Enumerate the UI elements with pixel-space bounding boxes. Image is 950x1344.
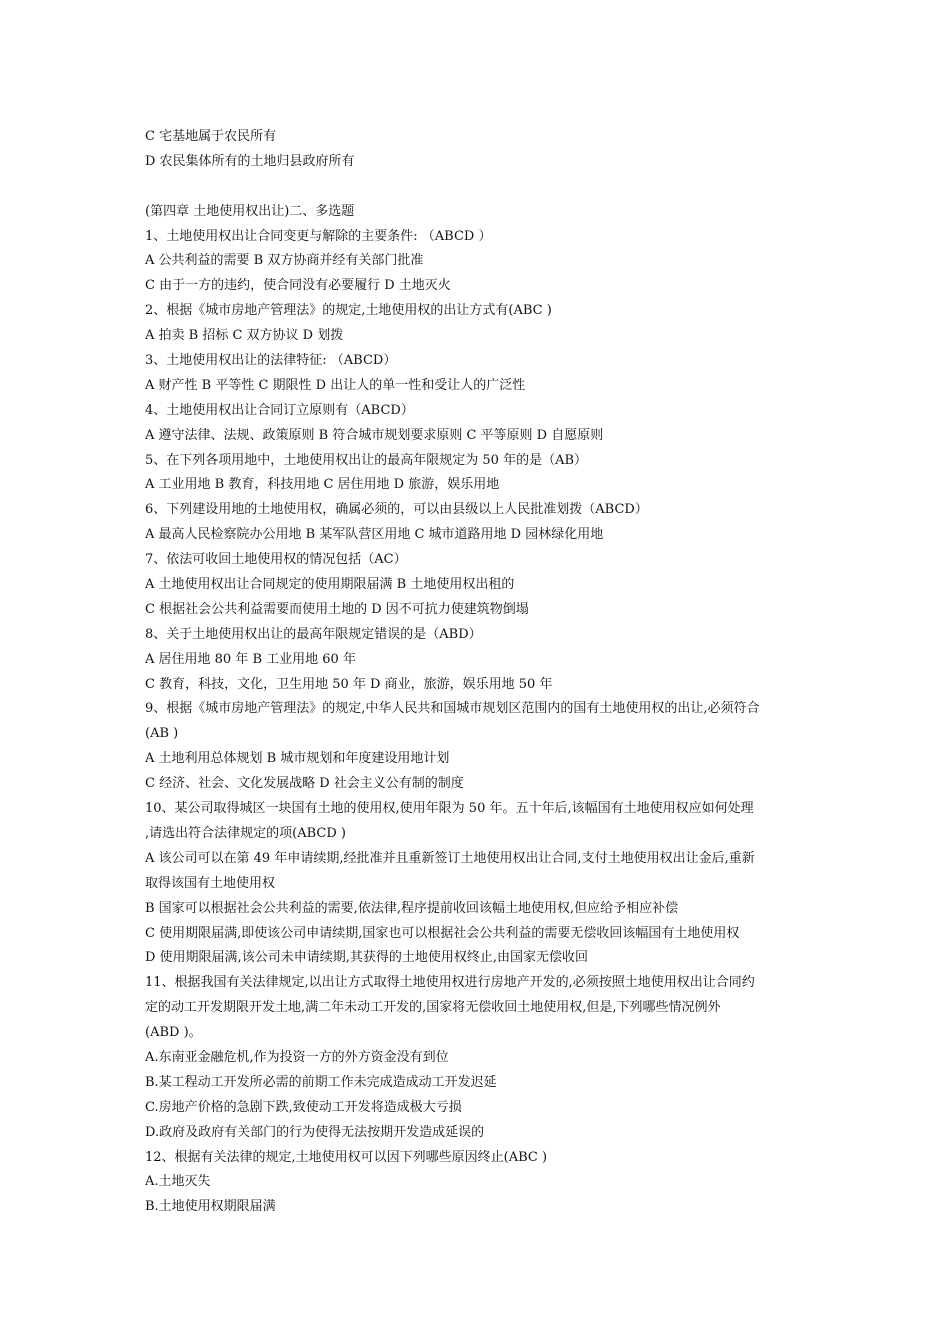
question-5: 5、在下列各项用地中，土地使用权出让的最高年限规定为 50 年的是（AB） xyxy=(145,452,588,468)
question-11-continued: 定的动工开发期限开发土地,满二年未动工开发的,国家将无偿收回土地使用权,但是,下列哪些情况例外 xyxy=(145,1000,721,1016)
document-body xyxy=(145,125,815,1220)
section-heading: (第四章 土地使用权出让)二、多选题 xyxy=(145,203,355,219)
question-12: 12、根据有关法律的规定,土地使用权可以因下列哪些原因终止(ABC ) xyxy=(145,1149,548,1165)
answer-option-line: C 由于一方的违约，使合同没有必要履行 D 土地灭火 xyxy=(145,278,451,294)
answer-option-line: A.东南亚金融危机,作为投资一方的外方资金没有到位 xyxy=(145,1049,449,1065)
question-11-answer: (ABD )。 xyxy=(145,1025,202,1041)
answer-option-line: A 土地利用总体规划 B 城市规划和年度建设用地计划 xyxy=(145,751,450,767)
question-2: 2、根据《城市房地产管理法》的规定,土地使用权的出让方式有(ABC ) xyxy=(145,303,552,319)
answer-option-line: C.房地产价格的急剧下跌,致使动工开发将造成极大亏损 xyxy=(145,1099,462,1115)
text-line: D 农民集体所有的土地归县政府所有 xyxy=(145,153,355,169)
answer-option-line: A 公共利益的需要 B 双方协商并经有关部门批准 xyxy=(145,253,424,269)
answer-option-line: A 财产性 B 平等性 C 期限性 D 出让人的单一性和受让人的广泛性 xyxy=(145,377,526,393)
question-1: 1、土地使用权出让合同变更与解除的主要条件: （ABCD ） xyxy=(145,228,492,244)
answer-option-line: A 遵守法律、法规、政策原则 B 符合城市规划要求原则 C 平等原则 D 自愿原则 xyxy=(145,427,604,443)
question-10-continued: ,请选出符合法律规定的项(ABCD ) xyxy=(145,825,346,841)
question-11: 11、根据我国有关法律规定,以出让方式取得土地使用权进行房地产开发的,必须按照土地使用权出让合同约 xyxy=(145,975,755,991)
answer-option-line: A 居住用地 80 年 B 工业用地 60 年 xyxy=(145,651,356,667)
question-9-answer: (AB ) xyxy=(145,726,179,742)
question-7: 7、依法可收回土地使用权的情况包括（AC） xyxy=(145,552,407,568)
text-line: C 宅基地属于农民所有 xyxy=(145,129,277,144)
question-8: 8、关于土地使用权出让的最高年限规定错误的是（ABD） xyxy=(145,626,482,642)
answer-option-line: D 使用期限届满,该公司未申请续期,其获得的土地使用权终止,由国家无偿收回 xyxy=(145,950,588,966)
answer-option-line: A 该公司可以在第 49 年申请续期,经批准并且重新签订土地使用权出让合同,支付土地使用权出让金后,重新 xyxy=(145,850,755,866)
answer-option-line: A 拍卖 B 招标 C 双方协议 D 划拨 xyxy=(145,328,344,344)
question-6: 6、下列建设用地的土地使用权，确属必须的，可以由县级以上人民批准划拨（ABCD） xyxy=(145,502,648,518)
answer-option-line: D.政府及政府有关部门的行为使得无法按期开发造成延误的 xyxy=(145,1124,485,1140)
question-9: 9、根据《城市房地产管理法》的规定,中华人民共和国城市规划区范围内的国有土地使用权的出让,必须符合 xyxy=(145,701,760,717)
answer-option-line: A 工业用地 B 教育，科技用地 C 居住用地 D 旅游，娱乐用地 xyxy=(145,477,500,493)
answer-option-line: C 教育，科技，文化，卫生用地 50 年 D 商业，旅游，娱乐用地 50 年 xyxy=(145,676,553,692)
answer-option-line: A.土地灭失 xyxy=(145,1174,211,1190)
question-3: 3、土地使用权出让的法律特征: （ABCD） xyxy=(145,353,397,369)
answer-option-line: C 经济、社会、文化发展战略 D 社会主义公有制的制度 xyxy=(145,776,464,792)
answer-option-line: C 根据社会公共利益需要而使用土地的 D 因不可抗力使建筑物倒塌 xyxy=(145,601,529,617)
answer-option-line: B 国家可以根据社会公共利益的需要,依法律,程序提前收回该幅土地使用权,但应给予相应补偿 xyxy=(145,900,679,916)
question-10: 10、某公司取得城区一块国有土地的使用权,使用年限为 50 年。五十年后,该幅国有土地使用权应如何处理 xyxy=(145,801,754,817)
answer-option-line: C 使用期限届满,即使该公司申请续期,国家也可以根据社会公共利益的需要无偿收回该幅国有土地使用权 xyxy=(145,925,740,941)
answer-option-line: A 最高人民检察院办公用地 B 某军队营区用地 C 城市道路用地 D 园林绿化用地 xyxy=(145,527,604,543)
answer-option-continued: 取得该国有土地使用权 xyxy=(145,875,276,891)
blank-line xyxy=(145,175,815,200)
answer-option-line: A 土地使用权出让合同规定的使用期限届满 B 土地使用权出租的 xyxy=(145,577,515,593)
answer-option-line: B.某工程动工开发所必需的前期工作未完成造成动工开发迟延 xyxy=(145,1074,497,1090)
answer-option-line: B.土地使用权期限届满 xyxy=(145,1199,276,1215)
question-4: 4、土地使用权出让合同订立原则有（ABCD） xyxy=(145,402,414,418)
